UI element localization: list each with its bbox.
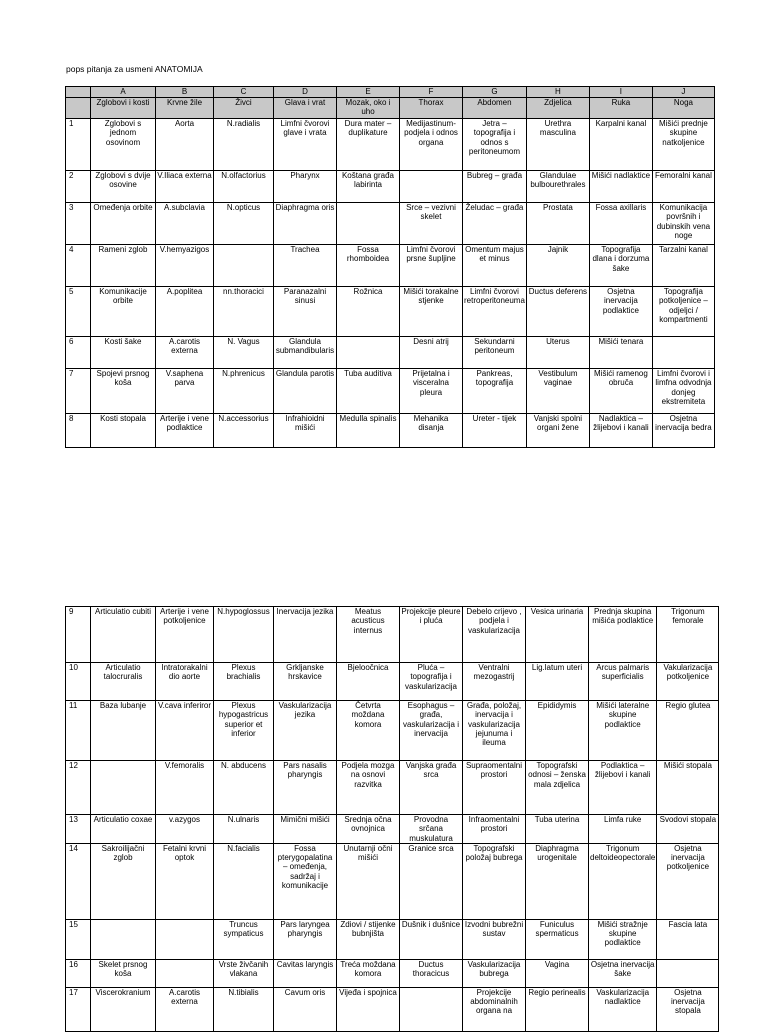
row-number: 7 xyxy=(66,369,91,414)
row-number: 6 xyxy=(66,337,91,369)
table-cell: Osjetna inervacija potkoljenice xyxy=(657,843,719,919)
table-cell: Diaphragma oris xyxy=(274,203,337,245)
table-row xyxy=(66,663,719,701)
table-cell: Sakroilijačni zglob xyxy=(91,843,156,919)
table-cell: Nadlaktica – žlijebovi i kanali xyxy=(589,414,652,448)
row-number: 2 xyxy=(66,171,91,203)
table-cell: H xyxy=(526,87,589,98)
table-cell: I xyxy=(589,87,652,98)
table-cell: Mišići lateralne skupine podlaktice xyxy=(589,701,657,761)
table-cell: V.Iliaca externa xyxy=(156,171,214,203)
row-number: 17 xyxy=(66,987,91,1031)
table-cell: Desni atrij xyxy=(400,337,463,369)
table-cell: Provodna srčana muskulatura xyxy=(400,815,463,844)
table-cell: A xyxy=(91,87,156,98)
table-cell xyxy=(400,171,463,203)
table-cell: Cavum oris xyxy=(274,987,337,1031)
table-cell: Mišići ramenog obruča xyxy=(589,369,652,414)
table-row xyxy=(66,701,719,761)
table-cell: Thorax xyxy=(400,98,463,119)
column-letters-row xyxy=(66,87,715,98)
row-number: 8 xyxy=(66,414,91,448)
table-cell: Tuba uterina xyxy=(526,815,589,844)
table-cell xyxy=(156,959,214,987)
table-cell: Infraomentalni prostori xyxy=(463,815,526,844)
table-cell: Medijastinum- podjela i odnos organa xyxy=(400,119,463,171)
table-cell: Articulatio talocruralis xyxy=(91,663,156,701)
table-cell: Mišići torakalne stjenke xyxy=(400,287,463,337)
table-cell: N.accessorius xyxy=(214,414,274,448)
row-number: 14 xyxy=(66,843,91,919)
table-cell: Fossa pterygopalatina – omeđenja, sadržaj i komunikacije xyxy=(274,843,337,919)
table-cell: Pharynx xyxy=(274,171,337,203)
table-cell: Zdjelica xyxy=(526,98,589,119)
questions-table-bottom xyxy=(65,606,719,1032)
table-cell: Podlaktica – žlijebovi i kanali xyxy=(589,761,657,815)
table-cell: Meatus acusticus internus xyxy=(337,607,400,663)
table-row xyxy=(66,815,719,844)
table-cell: Mišići tenara xyxy=(589,337,652,369)
table-cell: Koštana građa labirinta xyxy=(337,171,400,203)
table-row xyxy=(66,919,719,959)
table-cell: Fossa rhomboidea xyxy=(337,245,400,287)
table-cell: Bubreg – građa xyxy=(463,171,527,203)
table-cell: Spojevi prsnog koša xyxy=(91,369,156,414)
table-cell: D xyxy=(274,87,337,98)
table-cell: Trachea xyxy=(274,245,337,287)
table-cell: A.carotis externa xyxy=(156,987,214,1031)
table-cell: Pars nasalis pharyngis xyxy=(274,761,337,815)
table-cell: Viscerokranium xyxy=(91,987,156,1031)
table-cell: N.opticus xyxy=(214,203,274,245)
table-cell: V.hemyazigos xyxy=(156,245,214,287)
table-cell: Vanjski spolni organi žene xyxy=(526,414,589,448)
row-number: 4 xyxy=(66,245,91,287)
table-cell: Regio perinealis xyxy=(526,987,589,1031)
table-cell: Srednja očna ovnojnica xyxy=(337,815,400,844)
table-cell: Plexus brachialis xyxy=(214,663,274,701)
table-cell: N.facialis xyxy=(214,843,274,919)
table-cell: Funiculus spermaticus xyxy=(526,919,589,959)
table-cell: v.azygos xyxy=(156,815,214,844)
row-number: 15 xyxy=(66,919,91,959)
table-cell: Podjela mozga na osnovi razvitka xyxy=(337,761,400,815)
table-cell: Topografija potkoljenice – odjeljci / kompartmenti xyxy=(652,287,714,337)
table-cell: Trigonum femorale xyxy=(657,607,719,663)
table-cell: Omeđenja orbite xyxy=(91,203,156,245)
table-cell: Topografski odnosi – ženska mala zdjelica xyxy=(526,761,589,815)
table-cell: Dušnik i dušnice xyxy=(400,919,463,959)
table-cell: Arcus palmaris superficialis xyxy=(589,663,657,701)
table-cell: Abdomen xyxy=(463,98,527,119)
table-cell xyxy=(156,919,214,959)
table-cell: Vaskularizacija jezika xyxy=(274,701,337,761)
table-cell: Svodovi stopala xyxy=(657,815,719,844)
row-number: 16 xyxy=(66,959,91,987)
table-cell: Mimični mišići xyxy=(274,815,337,844)
table-cell: Intratorakalni dio aorte xyxy=(156,663,214,701)
table-cell: Četvrta moždana komora xyxy=(337,701,400,761)
table-cell: Srce – vezivni skelet xyxy=(400,203,463,245)
table-cell: Krvne žile xyxy=(156,98,214,119)
table-cell: Baza lubanje xyxy=(91,701,156,761)
table-cell: E xyxy=(337,87,400,98)
table-cell: Kosti šake xyxy=(91,337,156,369)
table-cell: N.tibialis xyxy=(214,987,274,1031)
table-row xyxy=(66,843,719,919)
table-cell: B xyxy=(156,87,214,98)
table-cell: Dura mater – duplikature xyxy=(337,119,400,171)
table-cell: Mehanika disanja xyxy=(400,414,463,448)
table-cell xyxy=(214,245,274,287)
table-cell: Articulatio cubiti xyxy=(91,607,156,663)
table-cell: Noga xyxy=(652,98,714,119)
table-cell: Pankreas, topografija xyxy=(463,369,527,414)
table-cell: Rožnica xyxy=(337,287,400,337)
table-cell: Građa, položaj, inervacija i vaskularizacija jejunuma i ileuma xyxy=(463,701,526,761)
table-cell: Topografski položaj bubrega xyxy=(463,843,526,919)
table-cell: Limfni čvorovi prsne šupljine xyxy=(400,245,463,287)
table-cell: Glandulae bulbourethrales xyxy=(526,171,589,203)
table-cell: Inervacija jezika xyxy=(274,607,337,663)
table-cell: Cavitas laryngis xyxy=(274,959,337,987)
table-cell xyxy=(652,337,714,369)
row-number: 1 xyxy=(66,119,91,171)
table-row xyxy=(66,987,719,1031)
table-row xyxy=(66,245,715,287)
table-row xyxy=(66,761,719,815)
table-cell: Vaskularizacija nadlaktice xyxy=(589,987,657,1031)
row-number: 9 xyxy=(66,607,91,663)
table-cell: Vaskularizacija bubrega xyxy=(463,959,526,987)
row-number: 11 xyxy=(66,701,91,761)
table-cell: Bjeloočnica xyxy=(337,663,400,701)
table-cell: Pluća – topografija i vaskularizacija xyxy=(400,663,463,701)
table-row xyxy=(66,203,715,245)
table-row xyxy=(66,369,715,414)
table-cell: Fossa axillaris xyxy=(589,203,652,245)
table-cell: Živci xyxy=(214,98,274,119)
document-title: pops pitanja za usmeni ANATOMIJA xyxy=(66,64,203,74)
header-row xyxy=(66,98,715,119)
table-cell: Supraomentalni prostori xyxy=(463,761,526,815)
table-row xyxy=(66,607,719,663)
table-row xyxy=(66,119,715,171)
table-row xyxy=(66,959,719,987)
table-cell: Trigonum deltoideopectorale xyxy=(589,843,657,919)
table-cell: Arterije i vene podlaktice xyxy=(156,414,214,448)
table-cell: Komunikacije orbite xyxy=(91,287,156,337)
table-cell xyxy=(91,919,156,959)
table-cell: Ductus deferens xyxy=(526,287,589,337)
table-cell: Aorta xyxy=(156,119,214,171)
table-cell: Skelet prsnog koša xyxy=(91,959,156,987)
table-cell: Projekcije pleure i pluća xyxy=(400,607,463,663)
table-cell: Esophagus – građa, vaskularizacija i inervacija xyxy=(400,701,463,761)
table-cell: Plexus hypogastricus superior et inferior xyxy=(214,701,274,761)
table-cell: Zglobovi s dvije osovine xyxy=(91,171,156,203)
table-cell xyxy=(337,203,400,245)
table-cell: A.poplitea xyxy=(156,287,214,337)
table-cell: Tuba auditiva xyxy=(337,369,400,414)
table-cell: A.subclavia xyxy=(156,203,214,245)
table-cell: N.ulnaris xyxy=(214,815,274,844)
table-cell: Glandula parotis xyxy=(274,369,337,414)
table-cell: Karpalni kanal xyxy=(589,119,652,171)
table-cell: Osjetna inervacija bedra xyxy=(652,414,714,448)
table-cell: Izvodni bubrežni sustav xyxy=(463,919,526,959)
table-cell: Prostata xyxy=(526,203,589,245)
table-cell: Zdiovi / stijenke bubnjišta xyxy=(337,919,400,959)
table-cell: N. abducens xyxy=(214,761,274,815)
table-cell: Omentum majus et minus xyxy=(463,245,527,287)
table-cell: Ruka xyxy=(589,98,652,119)
table-cell: Jetra – topografija i odnos s peritoneumom xyxy=(463,119,527,171)
table-cell: Ventralni mezogastrij xyxy=(463,663,526,701)
table-cell xyxy=(91,761,156,815)
table-cell: Infrahioidni mišići xyxy=(274,414,337,448)
table-cell xyxy=(66,98,91,119)
table-cell: Sekundarni peritoneum xyxy=(463,337,527,369)
table-cell: Zglobovi s jednom osovinom xyxy=(91,119,156,171)
table-cell: N.phrenicus xyxy=(214,369,274,414)
table-cell: Osjetna inervacija podlaktice xyxy=(589,287,652,337)
table-cell: Unutarnji očni mišići xyxy=(337,843,400,919)
table-cell xyxy=(400,987,463,1031)
table-cell: Femoralni kanal xyxy=(652,171,714,203)
table-cell: nn.thoracici xyxy=(214,287,274,337)
table-cell: Mišići prednje skupine natkoljenice xyxy=(652,119,714,171)
table-cell: Granice srca xyxy=(400,843,463,919)
table-cell: Ureter - tijek xyxy=(463,414,527,448)
table-row xyxy=(66,414,715,448)
table-cell: Fetalni krvni optok xyxy=(156,843,214,919)
table-cell: V.femoralis xyxy=(156,761,214,815)
table-cell: Debelo crijevo , podjela i vaskularizacija xyxy=(463,607,526,663)
table-cell: C xyxy=(214,87,274,98)
table-cell: Jajnik xyxy=(526,245,589,287)
table-cell: Lig.latum uteri xyxy=(526,663,589,701)
table-cell: Projekcije abdominalnih organa na xyxy=(463,987,526,1031)
table-cell: Mišići nadlaktice xyxy=(589,171,652,203)
row-number: 3 xyxy=(66,203,91,245)
table-cell: Fascia lata xyxy=(657,919,719,959)
table-cell: Articulatio coxae xyxy=(91,815,156,844)
table-cell: Topografija dlana i dorzuma šake xyxy=(589,245,652,287)
table-cell: G xyxy=(463,87,527,98)
table-cell: Kosti stopala xyxy=(91,414,156,448)
table-row xyxy=(66,171,715,203)
table-cell: Prijetalna i visceralna pleura xyxy=(400,369,463,414)
table-cell: N.hypoglossus xyxy=(214,607,274,663)
row-number: 12 xyxy=(66,761,91,815)
table-cell: Treća moždana komora xyxy=(337,959,400,987)
table-cell: Regio glutea xyxy=(657,701,719,761)
table-cell: Prednja skupina mišića podlaktice xyxy=(589,607,657,663)
table-cell xyxy=(657,959,719,987)
table-row xyxy=(66,287,715,337)
table-row xyxy=(66,337,715,369)
row-number: 13 xyxy=(66,815,91,844)
table-cell: Truncus sympaticus xyxy=(214,919,274,959)
table-cell: Grkljanske hrskavice xyxy=(274,663,337,701)
table-cell: Pars laryngea pharyngis xyxy=(274,919,337,959)
table-cell: Vrste živčanih vlakana xyxy=(214,959,274,987)
table-cell: Urethra masculina xyxy=(526,119,589,171)
table-cell: Osjetna inervacija stopala xyxy=(657,987,719,1031)
table-cell: Mišići stopala xyxy=(657,761,719,815)
table-cell: Epididymis xyxy=(526,701,589,761)
table-cell: Mišići stražnje skupine podlaktice xyxy=(589,919,657,959)
table-cell: Uterus xyxy=(526,337,589,369)
table-cell: Arterije i vene potkoljenice xyxy=(156,607,214,663)
row-number: 5 xyxy=(66,287,91,337)
table-cell: A.carotis externa xyxy=(156,337,214,369)
table-cell: Tarzalni kanal xyxy=(652,245,714,287)
table-cell: Limfni čvorovi i limfna odvodnja donjeg ekstremiteta xyxy=(652,369,714,414)
table-cell: V.cava inferiror xyxy=(156,701,214,761)
table-cell: Diaphragma urogenitale xyxy=(526,843,589,919)
table-cell: Vanjska građa srca xyxy=(400,761,463,815)
table-cell: Rameni zglob xyxy=(91,245,156,287)
table-cell xyxy=(337,337,400,369)
table-cell: Limfni čvorovi retroperitoneuma xyxy=(463,287,527,337)
table-cell: N.radialis xyxy=(214,119,274,171)
table-cell: J xyxy=(652,87,714,98)
row-number: 10 xyxy=(66,663,91,701)
table-cell: Ductus thoracicus xyxy=(400,959,463,987)
table-cell: Želudac – građa xyxy=(463,203,527,245)
table-cell: Vagina xyxy=(526,959,589,987)
table-cell: Komunikacija površnih i dubinskih vena noge xyxy=(652,203,714,245)
table-cell: Limfa ruke xyxy=(589,815,657,844)
table-cell: Vijeđa i spojnica xyxy=(337,987,400,1031)
table-cell: Glandula submandibularis xyxy=(274,337,337,369)
table-cell: F xyxy=(400,87,463,98)
table-cell: Vakularizacija potkoljenice xyxy=(657,663,719,701)
table-cell: N.olfactorius xyxy=(214,171,274,203)
questions-table-top xyxy=(65,86,715,448)
table-cell: Osjetna inervacija šake xyxy=(589,959,657,987)
table-cell: Paranazalni sinusi xyxy=(274,287,337,337)
table-cell: N. Vagus xyxy=(214,337,274,369)
table-cell: Glava i vrat xyxy=(274,98,337,119)
table-cell: Vesica urinaria xyxy=(526,607,589,663)
table-cell: V.saphena parva xyxy=(156,369,214,414)
table-cell: Limfni čvorovi glave i vrata xyxy=(274,119,337,171)
table-cell: Mozak, oko i uho xyxy=(337,98,400,119)
table-cell: Medulla spinalis xyxy=(337,414,400,448)
table-cell: Vestibulum vaginae xyxy=(526,369,589,414)
table-cell xyxy=(66,87,91,98)
table-cell: Zglobovi i kosti xyxy=(91,98,156,119)
